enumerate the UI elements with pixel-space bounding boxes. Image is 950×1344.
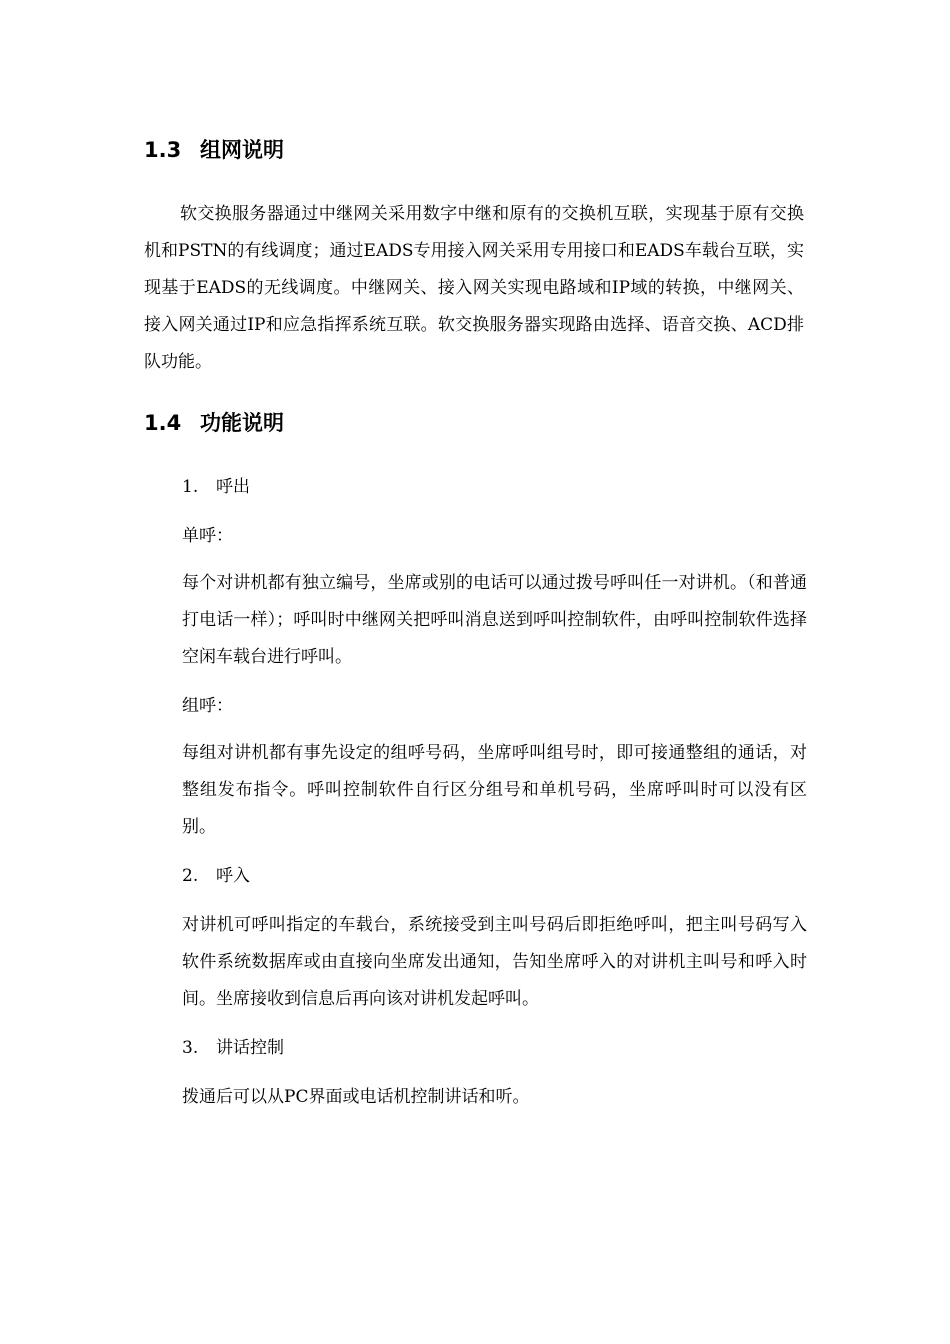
section-heading-1-4 [144,410,284,436]
list-number: 1. [182,477,199,497]
list-title: 讲话控制 [216,1038,284,1058]
section-number: 1.4 [144,411,182,435]
sub-label-single-call: 单呼： [182,526,233,546]
section-title: 功能说明 [200,411,284,435]
sub-label-group-call: 组呼： [182,696,233,716]
paragraph-single-call: 每个对讲机都有独立编号，坐席或别的电话可以通过拨号呼叫任一对讲机。（和普通打电话一样）；呼叫时中继网关把呼叫消息送到呼叫控制软件，由呼叫控制软件选择空闲车载台进行呼叫。 [182,573,807,667]
list-title: 呼入 [216,866,250,886]
paragraph-incoming-call: 对讲机可呼叫指定的车载台，系统接受到主叫号码后即拒绝呼叫，把主叫号码写入软件系统数据库或由直接向坐席发出通知，告知坐席呼入的对讲机主叫号和呼入时间。坐席接收到信息后再向该对讲机发起呼叫。 [182,915,807,1009]
list-title: 呼出 [216,477,250,497]
list-item-outgoing-call [182,469,812,506]
list-number: 3. [182,1038,199,1058]
paragraph-group-call: 每组对讲机都有事先设定的组呼号码，坐席呼叫组号时，即可接通整组的通话，对整组发布指令。呼叫控制软件自行区分组号和单机号码，坐席呼叫时可以没有区别。 [182,743,807,837]
list-item-incoming-call [182,858,812,895]
section-heading-1-3 [144,137,284,163]
list-number: 2. [182,866,199,886]
list-item-talk-control [182,1030,812,1067]
paragraph-networking: 软交换服务器通过中继网关采用数字中继和原有的交换机互联，实现基于原有交换机和PSTN的有线调度；通过EADS专用接入网关采用专用接口和EADS车载台互联，实现基于EADS的无线调度。中继网关、接入网关实现电路域和IP域的转换，中继网关、接入网关通过IP和应急指挥系统互联。软交换服务器实现路由选择、语音交换、ACD排队功能。 [144,204,804,372]
paragraph-talk-control: 拨通后可以从PC界面或电话机控制讲话和听。 [182,1087,530,1107]
section-number: 1.3 [144,138,182,162]
section-title: 组网说明 [200,138,284,162]
